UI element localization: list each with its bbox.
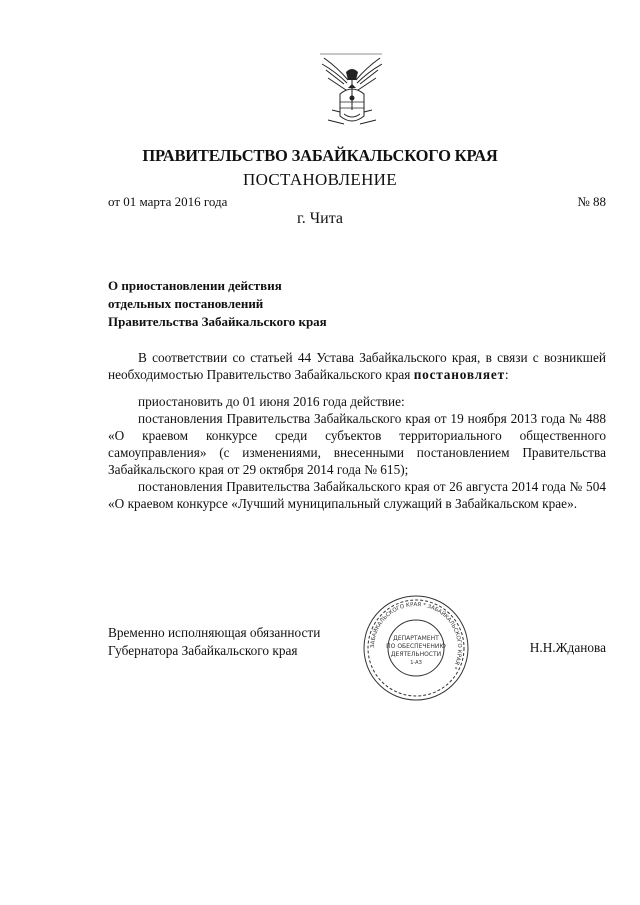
- coat-of-arms-emblem: [318, 50, 386, 130]
- document-city: г. Чита: [296, 210, 343, 227]
- position-line: Временно исполняющая обязанности: [108, 625, 321, 640]
- document-subject: [108, 277, 327, 331]
- signatory-position: [108, 624, 320, 660]
- position-line: Губернатора Забайкальского края: [108, 643, 298, 658]
- document-date: от 01 марта 2016 года: [108, 194, 228, 209]
- preamble-text: В соответствии со статьей 44 Устава Забайкальского края, в связи с возникшей необходимостью Правительство Забайкальского края: [108, 350, 606, 382]
- document-number: № 88: [577, 194, 606, 209]
- svg-text:ДЕПАРТАМЕНТ: ДЕПАРТАМЕНТ: [393, 635, 439, 642]
- svg-text:ЗАБАЙКАЛЬСКОГО КРАЯ * ЗАБАЙКАЛ: ЗАБАЙКАЛЬСКОГО КРАЯ * ЗАБАЙКАЛЬСКОГО КРАЯ *: [369, 601, 463, 670]
- svg-text:1-АЗ: 1-АЗ: [410, 660, 422, 666]
- document-type: ПОСТАНОВЛЕНИЕ: [243, 170, 397, 189]
- signatory-name: Н.Н.Жданова: [529, 640, 606, 655]
- government-name: ПРАВИТЕЛЬСТВО ЗАБАЙКАЛЬСКОГО КРАЯ: [142, 146, 498, 165]
- svg-text:ДЕЯТЕЛЬНОСТИ: ДЕЯТЕЛЬНОСТИ: [390, 651, 442, 658]
- preamble-paragraph: [108, 349, 606, 383]
- subject-line: О приостановлении действия: [108, 278, 282, 293]
- keyword-suffix: :: [504, 367, 509, 382]
- subject-line: Правительства Забайкальского края: [108, 314, 327, 329]
- svg-text:ПО ОБЕСПЕЧЕНИЮ: ПО ОБЕСПЕЧЕНИЮ: [386, 643, 446, 650]
- resolve-keyword: постановляет: [413, 367, 505, 382]
- body-paragraph: приостановить до 01 июня 2016 года действие:: [138, 394, 405, 409]
- body-paragraph: постановления Правительства Забайкальского края от 26 августа 2014 года № 504 «О краевом конкурсе «Лучший муниципальный служащий в Забайкальском крае».: [108, 479, 606, 511]
- official-seal-stamp: [360, 592, 472, 704]
- document-body: [108, 349, 606, 512]
- body-paragraph: постановления Правительства Забайкальского края от 19 ноября 2013 года № 488 «О краевом конкурсе среди субъектов территориального общественного самоуправления» (с изменениями, внесенными постановлением Правительства Забайкальского края от 29 октября 2014 года № 615);: [108, 411, 606, 477]
- subject-line: отдельных постановлений: [108, 296, 264, 311]
